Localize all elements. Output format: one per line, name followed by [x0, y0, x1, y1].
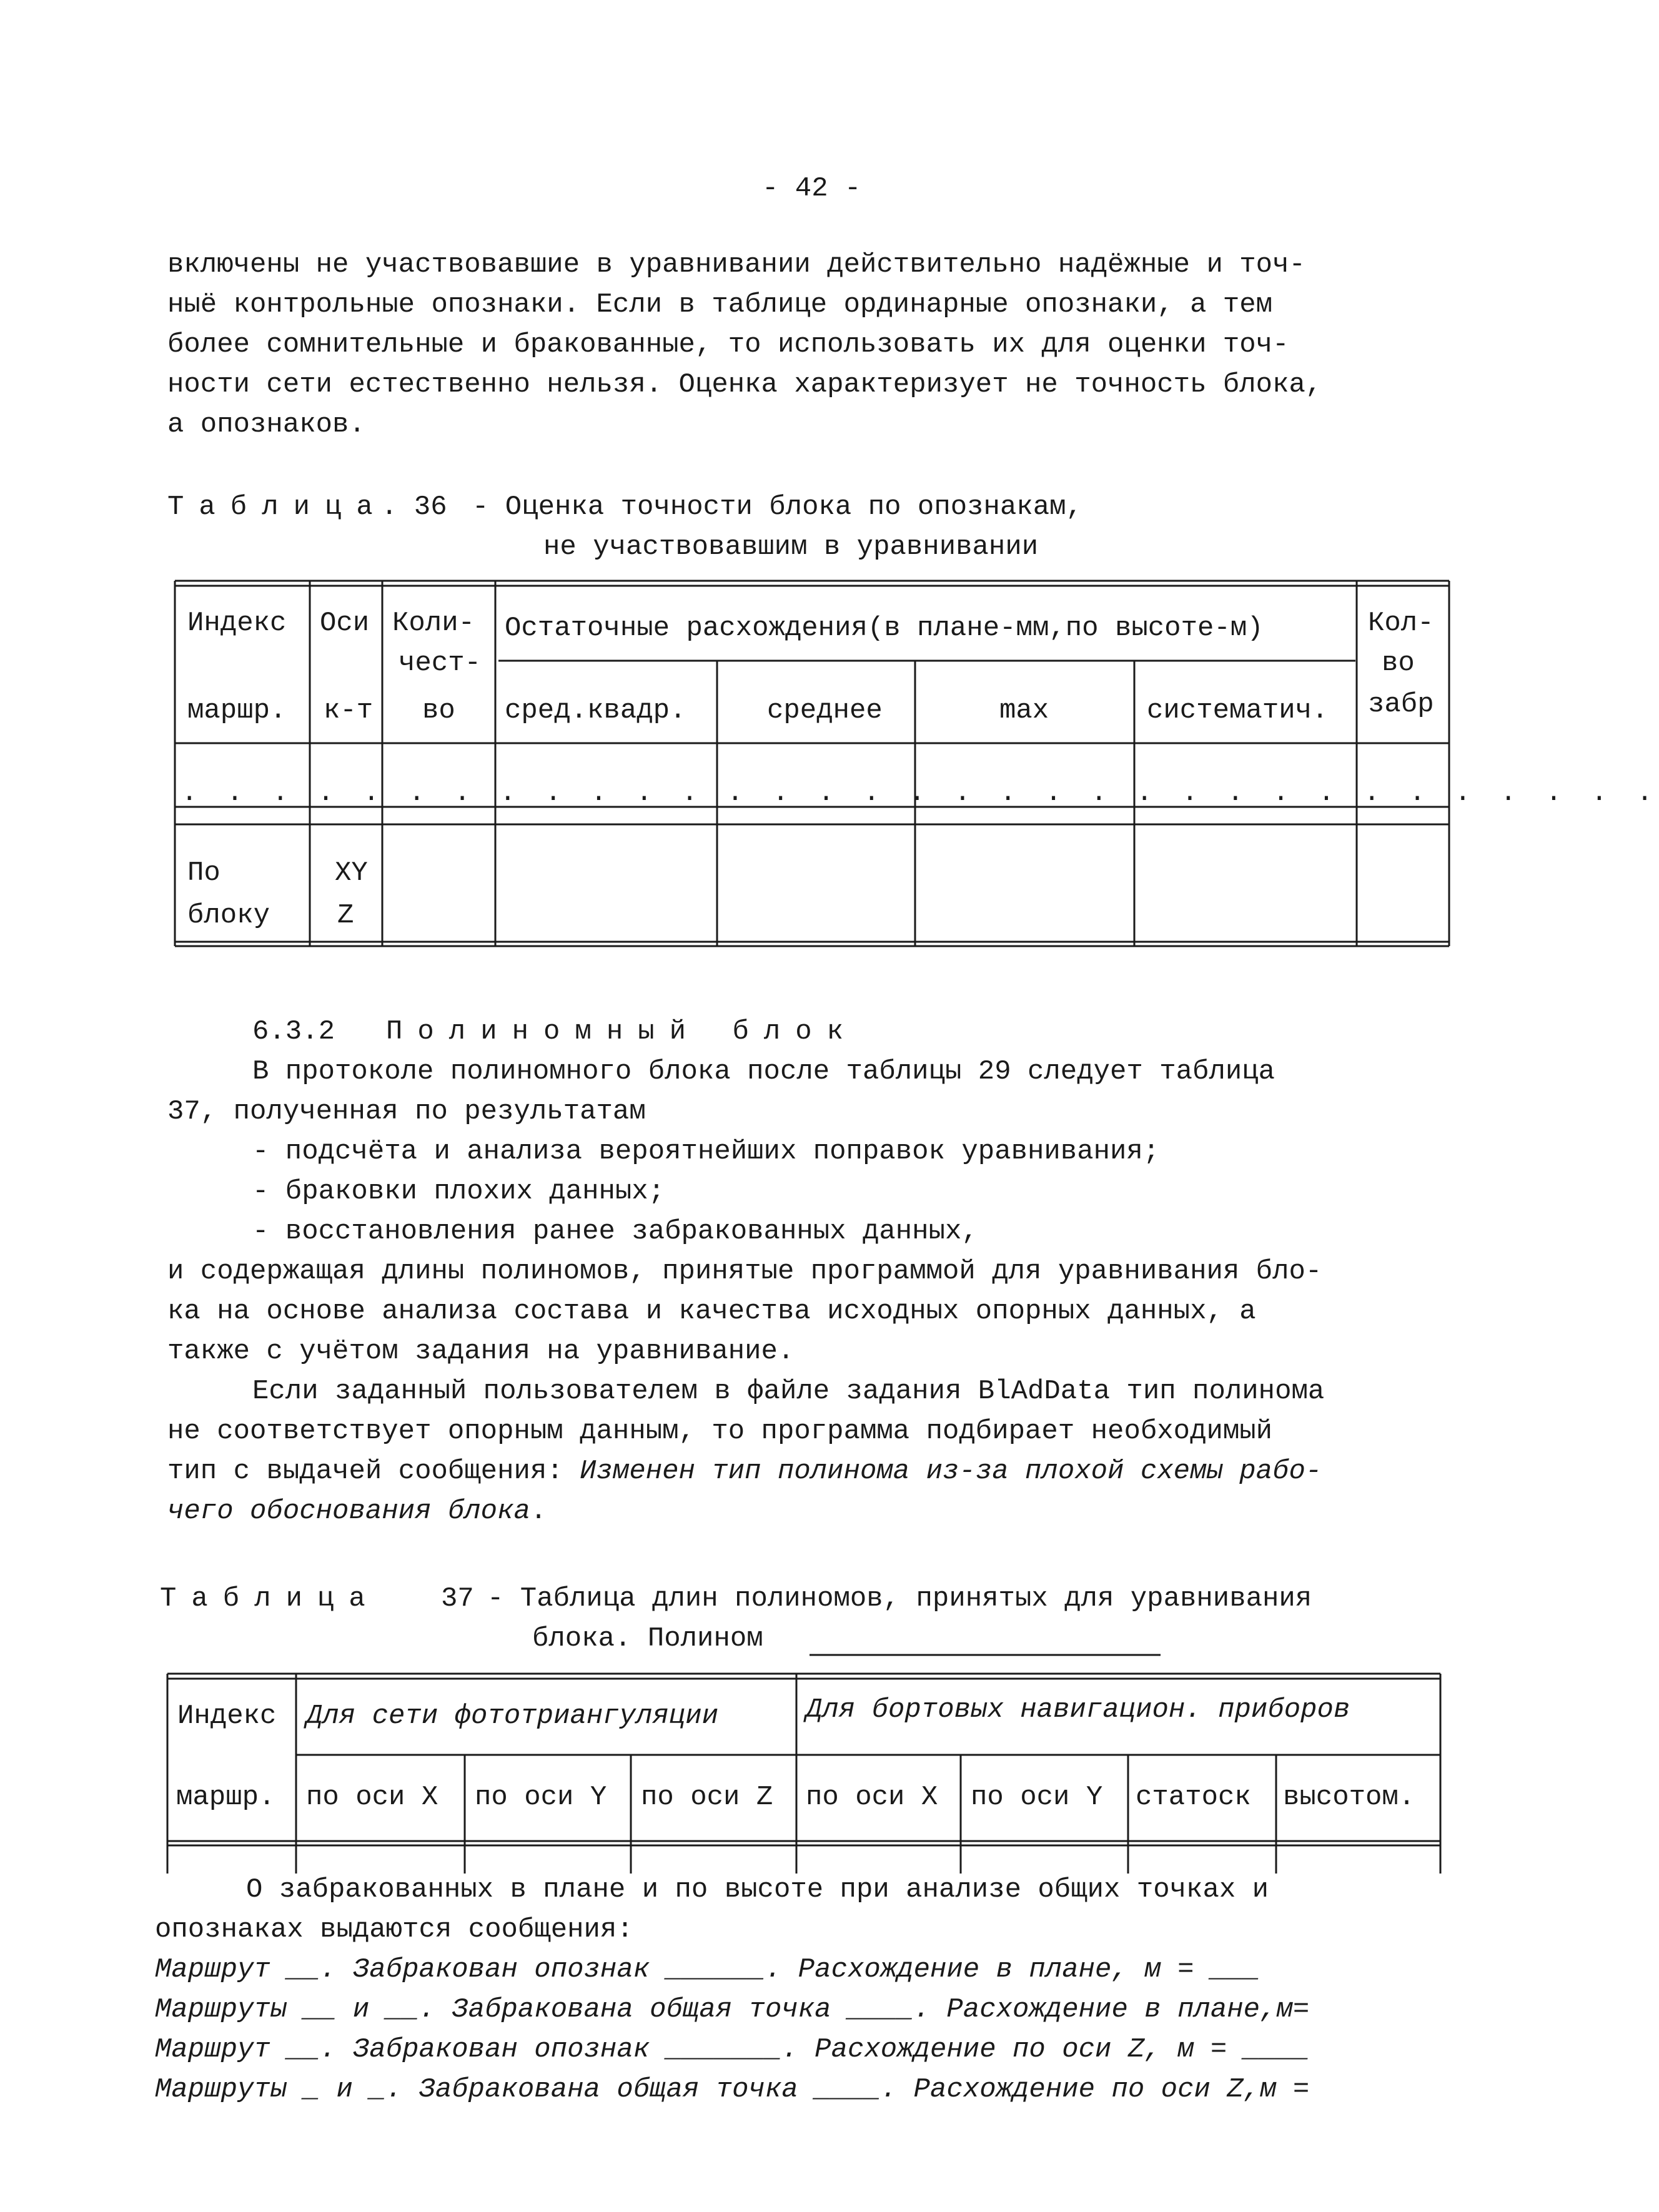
table37-number: 37: [441, 1583, 474, 1614]
section-title: Полиномный блок: [386, 1016, 859, 1047]
t37-header-y2: по оси Y: [971, 1782, 1103, 1813]
table36-number: . 36: [381, 491, 447, 523]
after-line-2: опознаках выдаются сообщения:: [155, 1914, 633, 1945]
table36-title-2: не участвовавшим в уравнивании: [543, 531, 1039, 563]
period: .: [530, 1496, 547, 1527]
t37-header-y1: по оси Y: [475, 1782, 607, 1813]
t36-header-count-1: Коли-: [392, 608, 475, 639]
t36-header-rejected-3: забр: [1368, 689, 1434, 720]
after-line-1: О забракованных в плане и по высоте при анализе общих точках и: [246, 1874, 1269, 1905]
t36-header-count-2: чест-: [399, 648, 482, 679]
message-template-3: Маршрут __. Забракован опознак _______. Расхождение по оси Z, м = ____: [155, 2034, 1310, 2065]
section-para3-line-1: Если заданный пользователем в файле задания BlAdData тип полинома: [252, 1376, 1325, 1407]
t37-header-index-2: маршр.: [176, 1782, 275, 1813]
t36-header-axes-2: к-т: [324, 695, 374, 726]
t37-header-x1: по оси X: [306, 1782, 438, 1813]
bullet-1: - подсчёта и анализа вероятнейших поправок уравнивания;: [252, 1136, 1160, 1167]
t36-header-rejected-1: Кол-: [1368, 608, 1434, 639]
table37-title-2: блока. Полином: [532, 1623, 763, 1654]
t36-block-label-2: блоку: [187, 900, 270, 931]
t36-header-residuals: Остаточные расхождения(в плане-мм,по высоте-м): [505, 613, 1264, 644]
t36-axes-z: Z: [337, 900, 354, 931]
t37-header-altimeter: высотом.: [1283, 1782, 1415, 1813]
error-message-italic-cont: чего обоснования блока: [167, 1496, 530, 1527]
message-template-4: Маршруты _ и _. Забракована общая точка ____. Расхождение по оси Z,м =: [155, 2074, 1310, 2105]
section-para3-line-3: [167, 1451, 1322, 1491]
t37-header-x2: по оси X: [806, 1782, 938, 1813]
message-template-2: Маршруты __ и __. Забракована общая точка ____. Расхождение в плане,м=: [155, 1994, 1310, 2025]
t36-header-systematic: систематич.: [1147, 695, 1329, 726]
t37-header-navigation: Для бортовых навигацион. приборов: [806, 1694, 1350, 1726]
intro-line-5: а опознаков.: [167, 409, 365, 440]
intro-line-3: более сомнительные и бракованные, то использовать их для оценки точ-: [167, 329, 1289, 360]
section-para1-line-1: В протоколе полиномного блока после таблицы 29 следует таблица: [252, 1056, 1275, 1087]
t36-block-label-1: По: [187, 857, 220, 889]
bullet-3: - восстановления ранее забракованных данных,: [252, 1216, 978, 1247]
section-number: 6.3.2: [252, 1016, 335, 1047]
table36-title-1: - Оценка точности блока по опознакам,: [472, 491, 1082, 523]
table37-title-1: - Таблица длин полиномов, принятых для уравнивания: [487, 1583, 1312, 1614]
t36-header-max: max: [999, 695, 1049, 726]
t37-header-network: Для сети фототриангуляции: [306, 1701, 719, 1732]
section-para1-line-2: 37, полученная по результатам: [167, 1096, 646, 1127]
page-number: - 42 -: [762, 173, 861, 204]
section-para3-line-4: [167, 1491, 547, 1531]
section-para2-line-1: и содержащая длины полиномов, принятые программой для уравнивания бло-: [167, 1256, 1322, 1287]
section-para2-line-3: также с учётом задания на уравнивание.: [167, 1336, 795, 1367]
table36-word: Таблица: [167, 491, 388, 523]
message-template-1: Маршрут __. Забракован опознак ______. Расхождение в плане, м = ___: [155, 1954, 1260, 1985]
t36-dotted-row: . . . . . . . . . . . . . . . . . . . . . . . . . . . . . . . . .: [181, 778, 1659, 809]
t36-header-rejected-2: во: [1382, 648, 1415, 679]
t37-header-z1: по оси Z: [641, 1782, 773, 1813]
section-para3-line-2: не соответствует опорным данным, то программа подбирает необходимый: [167, 1416, 1273, 1447]
intro-line-4: ности сети естественно нельзя. Оценка характеризует не точность блока,: [167, 369, 1322, 400]
t37-header-index-1: Индекс: [177, 1701, 277, 1732]
t36-header-rms: сред.квадр.: [505, 695, 686, 726]
message-intro-text: тип с выдачей сообщения:: [167, 1456, 580, 1487]
t36-header-index-1: Индекс: [187, 608, 287, 639]
t36-header-index-2: маршр.: [187, 695, 287, 726]
intro-line-2: ныё контрольные опознаки. Если в таблице ординарные опознаки, а тем: [167, 289, 1273, 320]
t36-axes-xy: XY: [335, 857, 368, 889]
t36-header-axes-1: Оси: [320, 608, 370, 639]
bullet-2: - браковки плохих данных;: [252, 1176, 665, 1207]
intro-line-1: включены не участвовавшие в уравнивании действительно надёжные и точ-: [167, 249, 1305, 280]
table37-word: Таблица: [160, 1583, 380, 1614]
section-para2-line-2: ка на основе анализа состава и качества исходных опорных данных, а: [167, 1296, 1256, 1327]
t36-header-count-3: во: [422, 695, 455, 726]
t37-header-statoscope: статоск: [1136, 1782, 1251, 1813]
t36-header-mean: среднее: [767, 695, 883, 726]
error-message-italic: Изменен тип полинома из-за плохой схемы рабо-: [580, 1456, 1322, 1487]
